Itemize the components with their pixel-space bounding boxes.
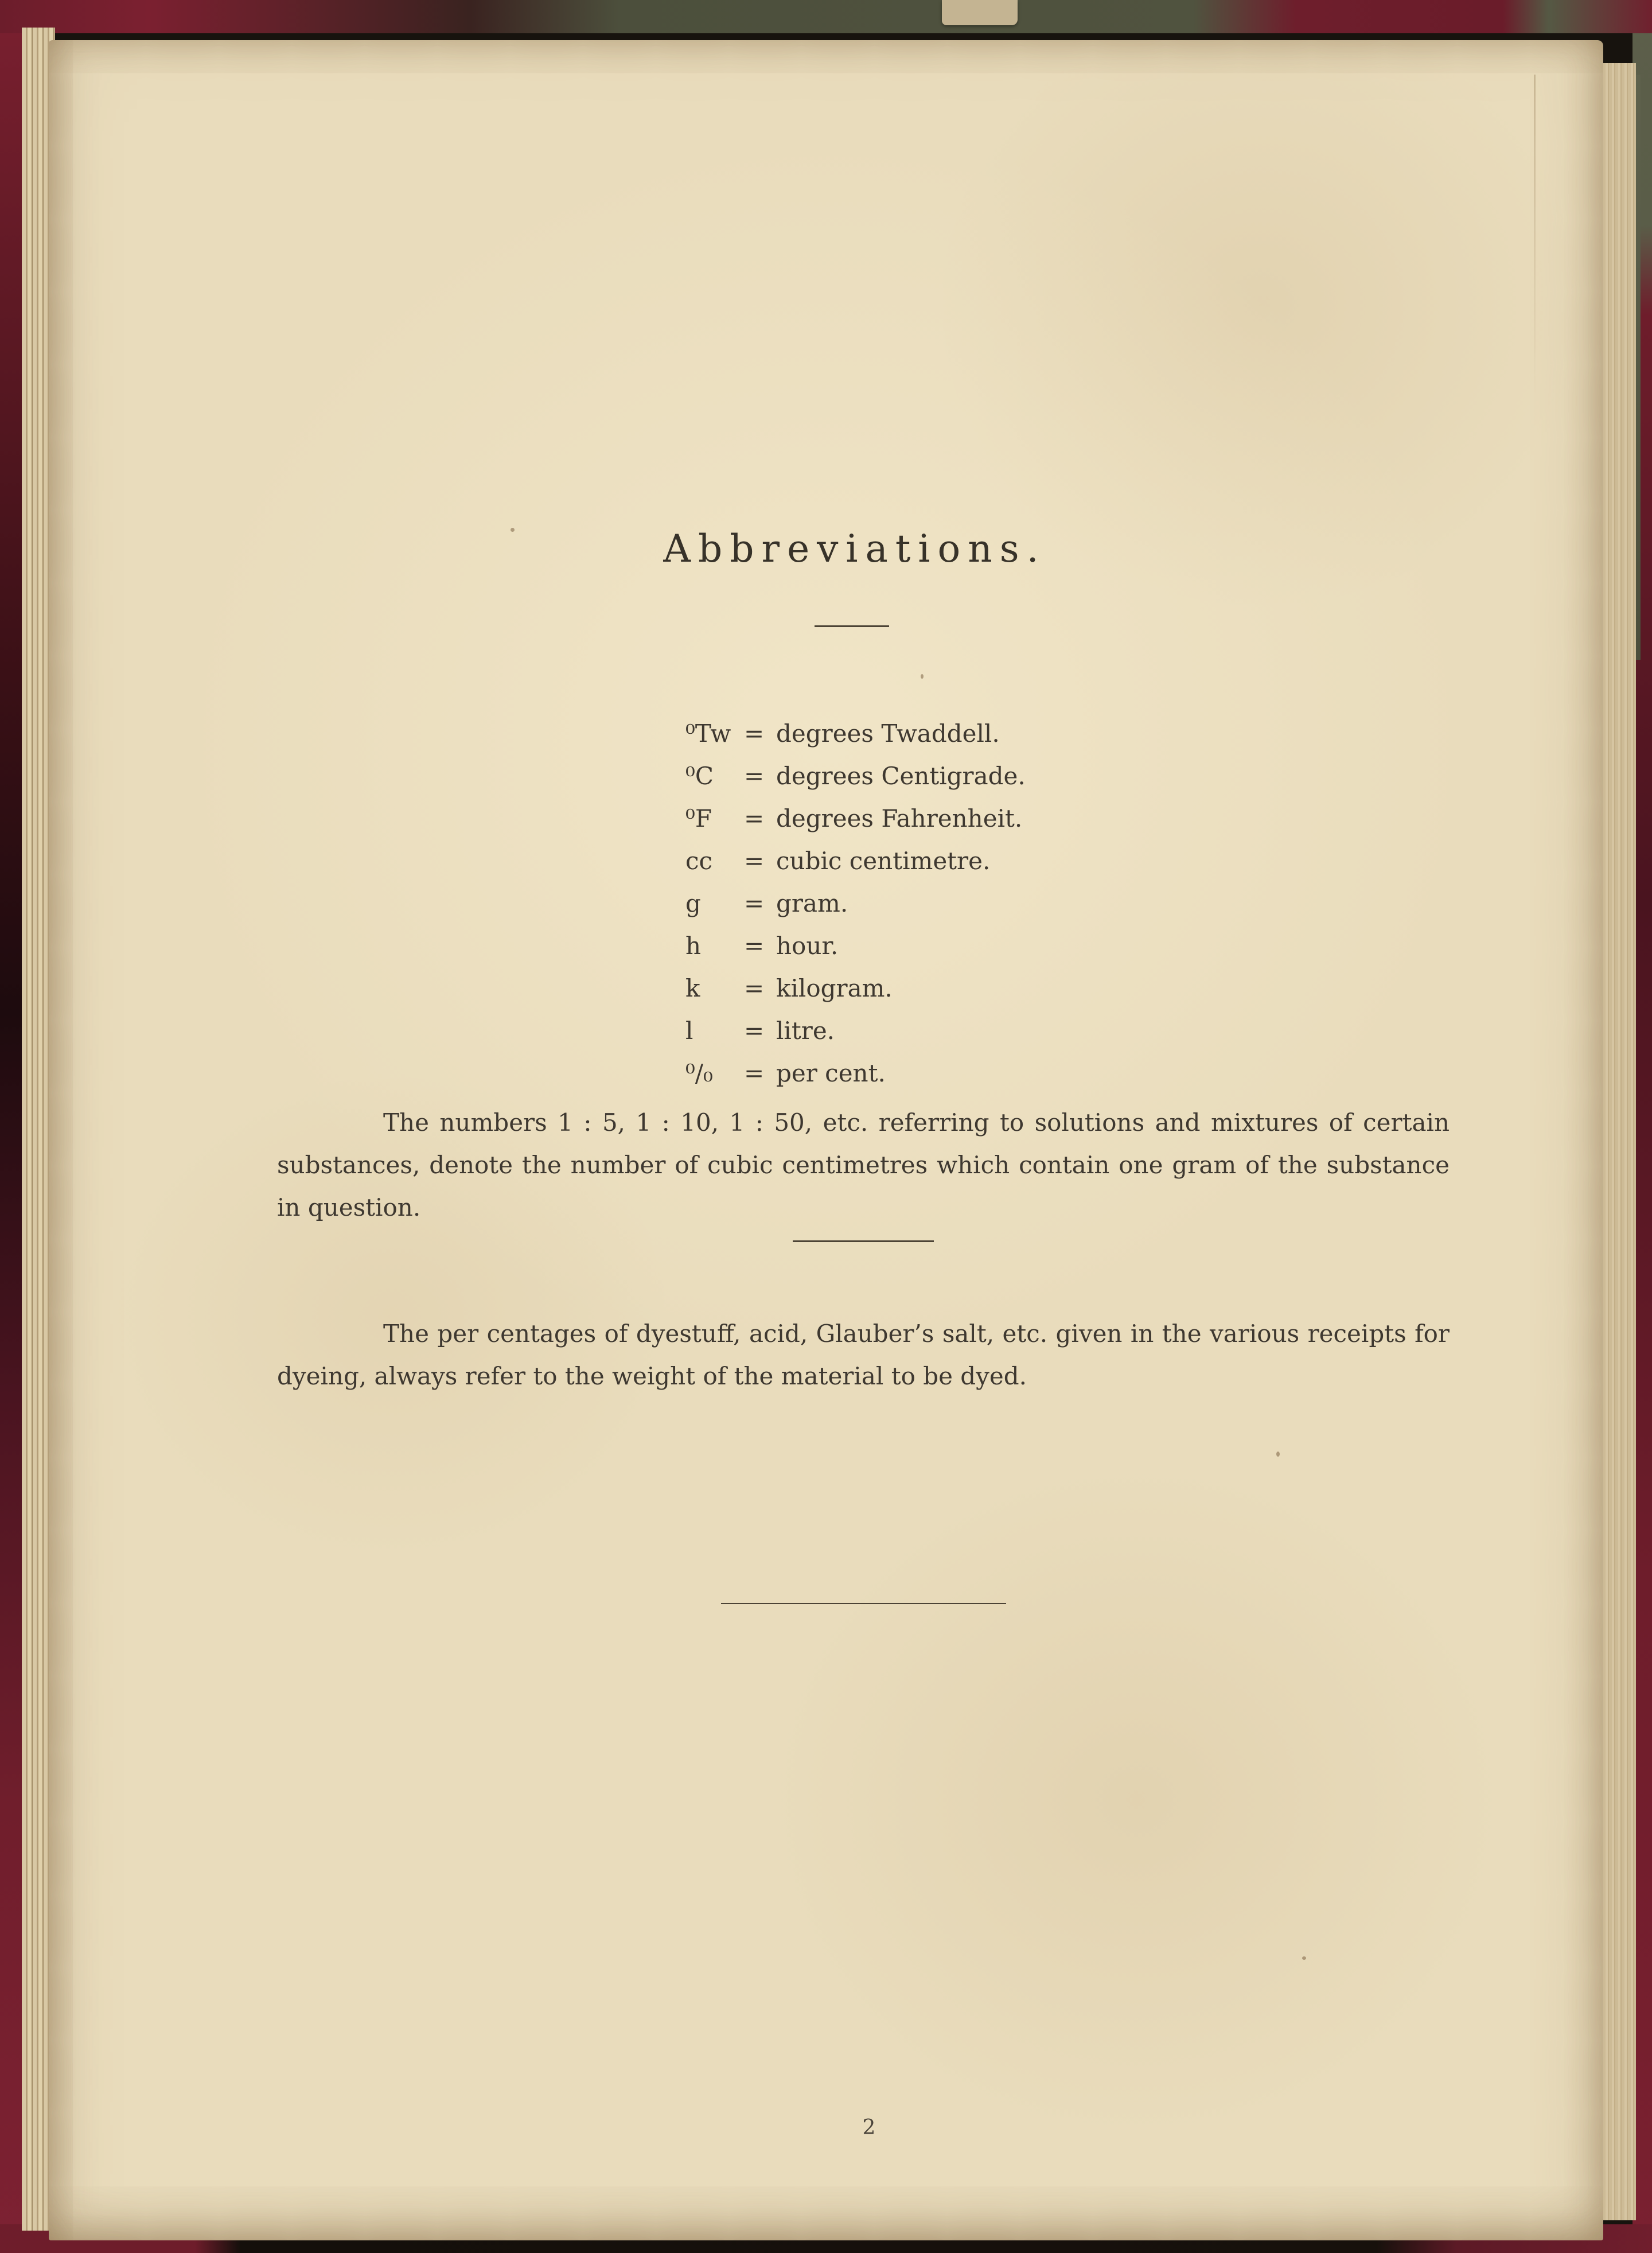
abbreviation-symbol: ⁰F	[685, 804, 712, 832]
section-divider	[793, 1240, 934, 1242]
abbreviation-meaning: degrees Centigrade.	[776, 762, 1026, 790]
abbreviation-symbol: g	[685, 889, 701, 917]
paragraph-solutions: The numbers 1 : 5, 1 : 10, 1 : 50, etc. referring to solutions and mixtures of certain substances, denote the number of cubic centimetres which contain one gram of the substance in question.	[277, 1108, 1450, 1221]
scanned-page	[49, 40, 1603, 2240]
abbreviation-meaning: cubic centimetre.	[776, 847, 991, 875]
page-number: 2	[862, 2116, 876, 2139]
abbreviation-row	[685, 1010, 1026, 1052]
abbreviation-row	[685, 925, 1026, 967]
paragraph-percentages: The per centages of dyestuff, acid, Glauber’s salt, etc. given in the various receipts for dyeing, always refer to the weight of the material to be dyed.	[277, 1320, 1450, 1390]
equals-sign: =	[744, 932, 765, 960]
equals-sign: =	[744, 1059, 765, 1087]
equals-sign: =	[744, 719, 765, 748]
abbreviation-symbol: h	[685, 932, 702, 960]
equals-sign: =	[744, 889, 765, 917]
abbreviation-symbol: cc	[685, 847, 713, 875]
equals-sign: =	[744, 847, 765, 875]
abbreviation-symbol: l	[685, 1017, 693, 1045]
page-title: Abbreviations.	[663, 527, 1046, 571]
abbreviation-row	[685, 840, 1026, 882]
abbreviation-row	[685, 1052, 1026, 1095]
abbreviation-meaning: litre.	[776, 1017, 835, 1045]
abbreviation-row	[685, 797, 1026, 840]
abbreviation-meaning: hour.	[776, 932, 839, 960]
paper-crease	[1534, 75, 1536, 396]
abbreviation-symbol: ⁰C	[685, 762, 714, 790]
equals-sign: =	[744, 974, 765, 1002]
equals-sign: =	[744, 804, 765, 832]
equals-sign: =	[744, 1017, 765, 1045]
abbreviation-meaning: degrees Twaddell.	[776, 719, 1000, 748]
abbreviation-row	[685, 882, 1026, 925]
abbreviation-symbol: ⁰Tw	[685, 719, 731, 748]
abbreviation-symbol: ⁰/₀	[685, 1059, 713, 1087]
abbreviation-meaning: degrees Fahrenheit.	[776, 804, 1023, 832]
paper-speck	[921, 674, 924, 679]
torn-paper-patch	[942, 0, 1018, 25]
abbreviation-row	[685, 967, 1026, 1010]
fore-edge	[1599, 63, 1636, 2220]
paper-speck	[1276, 1452, 1280, 1457]
paper-speck	[1302, 1956, 1306, 1960]
abbreviation-symbol: k	[685, 974, 700, 1002]
book-cover-top	[0, 0, 1652, 33]
abbreviation-row	[685, 755, 1026, 797]
abbreviation-meaning: kilogram.	[776, 974, 893, 1002]
abbreviation-meaning: gram.	[776, 889, 848, 917]
footer-divider	[721, 1603, 1006, 1604]
abbreviations-list	[685, 713, 1026, 1095]
equals-sign: =	[744, 762, 765, 790]
title-divider	[815, 625, 889, 627]
abbreviation-meaning: per cent.	[776, 1059, 886, 1087]
abbreviation-row	[685, 713, 1026, 755]
